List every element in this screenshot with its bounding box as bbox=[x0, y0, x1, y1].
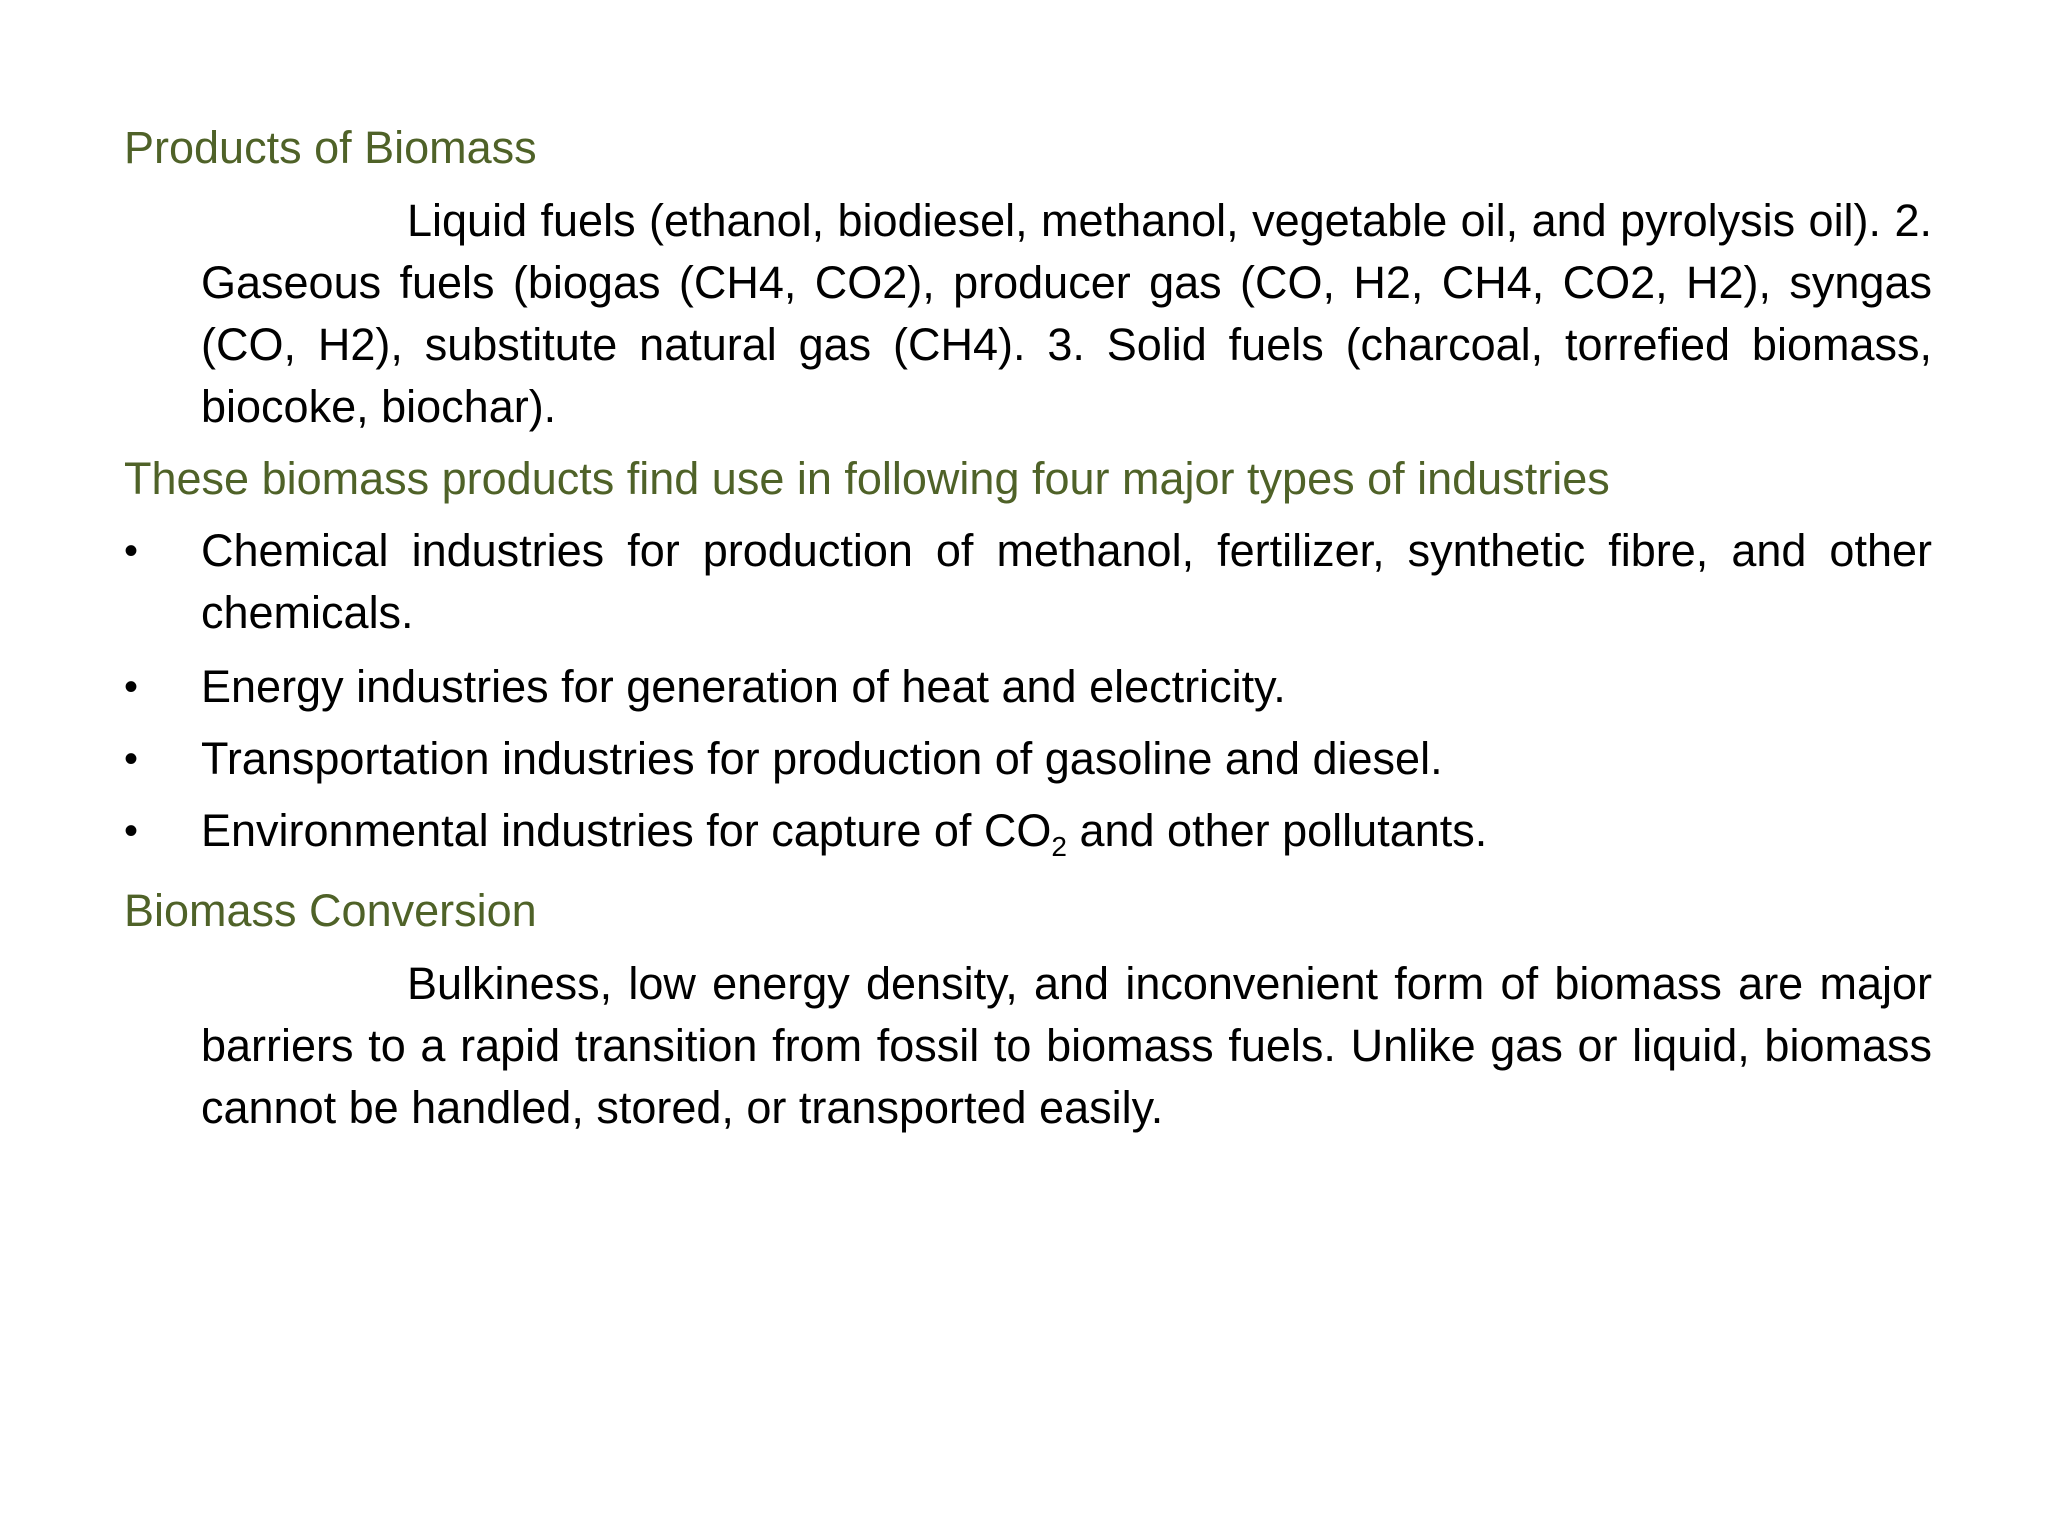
bullet-environmental bbox=[201, 800, 1932, 862]
bullet-dot: • bbox=[124, 529, 139, 573]
env-text-after: and other pollutants. bbox=[1066, 805, 1488, 856]
bullet-transportation: Transportation industries for production of gasoline and diesel. bbox=[201, 733, 1443, 784]
bullet-dot: • bbox=[124, 809, 139, 853]
bullet-dot: • bbox=[124, 665, 139, 709]
conversion-heading: Biomass Conversion bbox=[124, 885, 537, 936]
industries-heading: These biomass products find use in following four major types of industries bbox=[124, 453, 1610, 504]
env-text-before: Environmental industries for capture of CO bbox=[201, 805, 1052, 856]
conversion-paragraph: Bulkiness, low energy density, and inconvenient form of biomass are major barriers to a rapid transition from fossil to biomass fuels. Unlike gas or liquid, biomass cannot be handled, stored, or transported easily. bbox=[201, 958, 1932, 1133]
bullet-chemical: Chemical industries for production of methanol, fertilizer, synthetic fibre, and other chemicals. bbox=[201, 525, 1932, 638]
products-paragraph: Liquid fuels (ethanol, biodiesel, methanol, vegetable oil, and pyrolysis oil). 2. Gaseous fuels (biogas (CH4, CO2), producer gas (CO, H2, CH4, CO2, H2), syngas (CO, H2), substitute natural gas (CH4). 3. Solid fuels (charcoal, torrefied biomass, biocoke, biochar). bbox=[201, 195, 1932, 432]
bullet-dot: • bbox=[124, 737, 139, 781]
bullet-energy: Energy industries for generation of heat and electricity. bbox=[201, 661, 1286, 712]
products-heading: Products of Biomass bbox=[124, 122, 537, 173]
co2-subscript: 2 bbox=[1051, 831, 1067, 862]
